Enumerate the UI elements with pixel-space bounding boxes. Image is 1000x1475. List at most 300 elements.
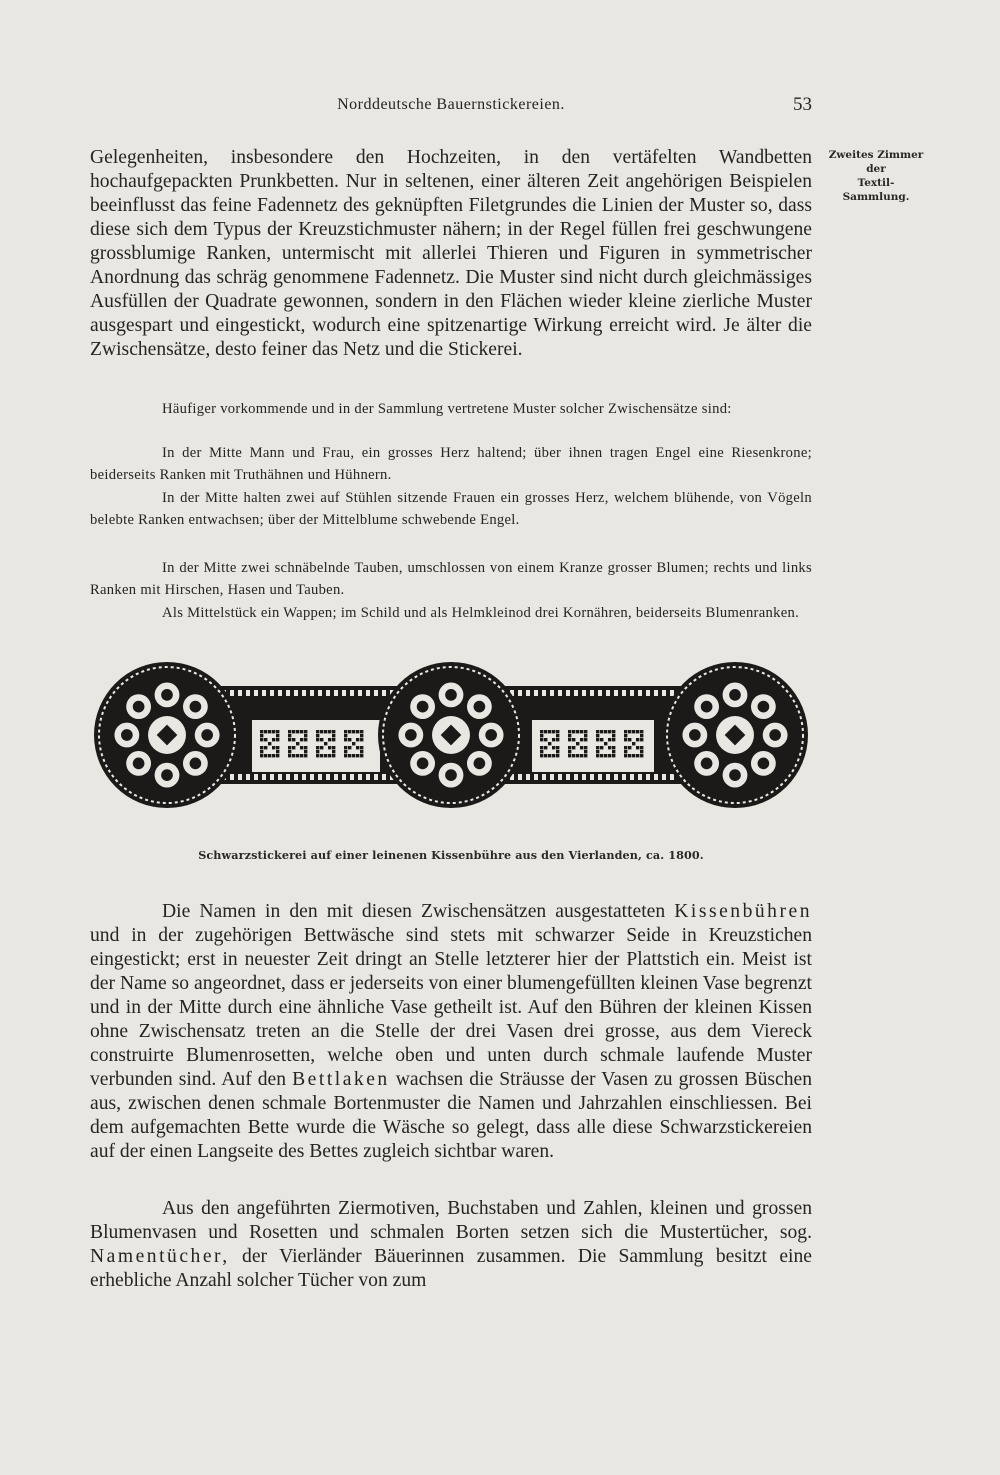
cross-stitch: [324, 730, 327, 733]
cross-stitch: [360, 754, 363, 757]
border-stitch: [662, 690, 666, 696]
paragraph-intro: Gelegenheiten, insbesondere den Hochzeiten, in den vertäfelten Wandbetten hochaufgepackten Prunkbetten. Nur in seltenen, einer älteren Zeit angehörigen Beispielen beeinflusst das feine Fadennetz des geknüpften Filetgrundes die Linien der Muster so, dass diese sich dem Typus der Kreuzstichmuster nähern; in der Regel füllen frei geschwungene grossblumige Ranken, untermischt mit allerlei Thieren und Figuren in symmetrischer Anordnung das schräg genommene Fadennetz. Die Muster sind nicht durch gleichmässiges Ausfüllen der Quadrate gewonnen, sondern in den Flächen wieder kleine zierliche Muster ausgespart und eingestickt, wodurch eine spitzenartige Wirkung erreicht wird. Je älter die Zwischensätze, desto feiner das Netz und die Stickerei.: [90, 147, 812, 360]
border-stitch: [310, 690, 314, 696]
cross-stitch: [356, 746, 359, 749]
border-stitch: [526, 774, 530, 780]
cross-stitch: [624, 730, 627, 733]
cross-stitch: [320, 738, 323, 741]
border-stitch: [334, 690, 338, 696]
cross-stitch: [568, 730, 571, 733]
cross-stitch: [344, 746, 347, 749]
running-title: Norddeutsche Bauernstickereien.: [337, 96, 565, 113]
border-stitch: [518, 690, 522, 696]
cross-stitch: [640, 738, 643, 741]
cross-stitch: [576, 754, 579, 757]
cross-stitch: [328, 754, 331, 757]
cross-stitch: [584, 734, 587, 737]
cross-stitch: [544, 754, 547, 757]
border-stitch: [270, 690, 274, 696]
cross-stitch: [604, 754, 607, 757]
border-stitch: [350, 774, 354, 780]
cross-stitch: [344, 730, 347, 733]
cross-stitch: [320, 746, 323, 749]
cross-stitch: [344, 750, 347, 753]
border-stitch: [550, 690, 554, 696]
figure-caption: Schwarzstickerei auf einer leinenen Kissenbühre aus den Vierlanden, ca. 1800.: [198, 848, 704, 862]
cross-stitch: [572, 754, 575, 757]
cross-stitch: [304, 738, 307, 741]
cross-stitch: [304, 730, 307, 733]
border-stitch: [318, 774, 322, 780]
paragraph-text: der Vierländer Bäuerinnen zusammen. Die Sammlung besitzt eine erhebliche Anzahl solcher Tücher von zum: [90, 1246, 812, 1291]
cross-stitch: [272, 746, 275, 749]
rosette-flower-center: [133, 758, 145, 770]
cross-stitch: [584, 750, 587, 753]
cross-stitch: [552, 730, 555, 733]
emphasis-term: Namentücher,: [90, 1246, 230, 1267]
pattern-item: In der Mitte zwei schnäbelnde Tauben, umschlossen von einem Kranze grosser Blumen; rechts und links Ranken mit Hirschen, Hasen und Tauben.: [90, 560, 812, 598]
cross-stitch: [356, 754, 359, 757]
cross-stitch: [612, 730, 615, 733]
cross-stitch: [640, 746, 643, 749]
cross-stitch: [600, 746, 603, 749]
cross-stitch: [612, 734, 615, 737]
cross-stitch: [624, 750, 627, 753]
border-stitch: [542, 774, 546, 780]
cross-stitch: [640, 750, 643, 753]
cross-stitch: [304, 754, 307, 757]
rosette-flower-center: [161, 689, 173, 701]
rosette-flower-center: [758, 758, 770, 770]
border-stitch: [542, 690, 546, 696]
margin-note-line: Zweites Zimmer: [828, 149, 924, 161]
cross-stitch: [260, 734, 263, 737]
cross-stitch: [624, 754, 627, 757]
cross-stitch: [596, 750, 599, 753]
letter-panel: [532, 720, 654, 772]
cross-stitch: [600, 754, 603, 757]
border-stitch: [574, 690, 578, 696]
rosette-flower-center: [445, 689, 457, 701]
border-stitch: [238, 690, 242, 696]
border-stitch: [558, 690, 562, 696]
cross-stitch: [636, 738, 639, 741]
cross-stitch: [568, 734, 571, 737]
cross-stitch: [584, 730, 587, 733]
cross-stitch: [576, 730, 579, 733]
rosette-flower-center: [190, 701, 202, 713]
cross-stitch: [548, 754, 551, 757]
running-head: [90, 96, 812, 122]
border-stitch: [534, 690, 538, 696]
rosette-flower-center: [689, 729, 701, 741]
border-stitch: [382, 690, 386, 696]
embroidery-illustration: [92, 660, 810, 810]
embroidery-figure: [92, 660, 810, 810]
cross-stitch: [556, 730, 559, 733]
border-stitch: [374, 690, 378, 696]
border-stitch: [606, 774, 610, 780]
cross-stitch: [608, 754, 611, 757]
border-stitch: [326, 774, 330, 780]
border-stitch: [302, 690, 306, 696]
cross-stitch: [260, 738, 263, 741]
cross-stitch: [276, 750, 279, 753]
border-stitch: [638, 774, 642, 780]
cross-stitch: [300, 730, 303, 733]
cross-stitch: [344, 738, 347, 741]
cross-stitch: [288, 730, 291, 733]
cross-stitch: [632, 742, 635, 745]
border-stitch: [558, 774, 562, 780]
cross-stitch: [572, 730, 575, 733]
cross-stitch: [288, 746, 291, 749]
border-stitch: [366, 690, 370, 696]
cross-stitch: [268, 754, 271, 757]
border-stitch: [334, 774, 338, 780]
cross-stitch: [632, 754, 635, 757]
border-stitch: [230, 774, 234, 780]
cross-stitch: [352, 754, 355, 757]
cross-stitch: [292, 746, 295, 749]
cross-stitch: [596, 730, 599, 733]
cross-stitch: [292, 738, 295, 741]
border-stitch: [670, 774, 674, 780]
cross-stitch: [600, 730, 603, 733]
border-stitch: [310, 774, 314, 780]
rosette-flower-center: [161, 769, 173, 781]
cross-stitch: [360, 738, 363, 741]
cross-stitch: [628, 738, 631, 741]
cross-stitch: [324, 754, 327, 757]
rosette-flower-center: [190, 758, 202, 770]
border-stitch: [254, 690, 258, 696]
border-stitch: [318, 690, 322, 696]
cross-stitch: [300, 738, 303, 741]
border-stitch: [646, 690, 650, 696]
cross-stitch: [276, 754, 279, 757]
cross-stitch: [552, 746, 555, 749]
cross-stitch: [556, 750, 559, 753]
cross-stitch: [360, 730, 363, 733]
cross-stitch: [288, 734, 291, 737]
cross-stitch: [596, 754, 599, 757]
border-stitch: [302, 774, 306, 780]
cross-stitch: [640, 734, 643, 737]
pattern-item: In der Mitte halten zwei auf Stühlen sitzende Frauen ein grosses Herz, welchem blühende, von Vögeln belebte Ranken entwachsen; über der Mittelblume schwebende Engel.: [90, 490, 812, 528]
paragraph-names: [90, 900, 812, 1164]
cross-stitch: [352, 742, 355, 745]
cross-stitch: [608, 738, 611, 741]
cross-stitch: [316, 734, 319, 737]
cross-stitch: [600, 738, 603, 741]
rosette-flower-center: [729, 689, 741, 701]
cross-stitch: [556, 734, 559, 737]
margin-note-line: Sammlung.: [842, 191, 910, 203]
rosette-flower-center: [201, 729, 213, 741]
cross-stitch: [276, 746, 279, 749]
cross-stitch: [260, 746, 263, 749]
cross-stitch: [584, 738, 587, 741]
cross-stitch: [260, 750, 263, 753]
border-stitch: [598, 774, 602, 780]
border-stitch: [670, 690, 674, 696]
border-stitch: [246, 690, 250, 696]
border-stitch: [566, 690, 570, 696]
border-stitch: [590, 774, 594, 780]
margin-note-line: Textil-: [857, 177, 895, 189]
cross-stitch: [548, 730, 551, 733]
border-stitch: [262, 774, 266, 780]
cross-stitch: [624, 738, 627, 741]
pattern-list-intro: Häufiger vorkommende und in der Sammlung vertretene Muster solcher Zwischensätze sind:: [162, 401, 732, 417]
rosette-flower-center: [729, 769, 741, 781]
cross-stitch: [612, 738, 615, 741]
cross-stitch: [612, 746, 615, 749]
cross-stitch: [352, 730, 355, 733]
cross-stitch: [332, 746, 335, 749]
cross-stitch: [580, 754, 583, 757]
border-stitch: [622, 690, 626, 696]
cross-stitch: [296, 742, 299, 745]
cross-stitch: [320, 730, 323, 733]
border-stitch: [238, 774, 242, 780]
cross-stitch: [544, 738, 547, 741]
border-stitch: [342, 690, 346, 696]
cross-stitch: [316, 730, 319, 733]
cross-stitch: [556, 754, 559, 757]
cross-stitch: [636, 754, 639, 757]
border-stitch: [350, 690, 354, 696]
rosette-flower-center: [701, 758, 713, 770]
border-stitch: [662, 774, 666, 780]
border-stitch: [374, 774, 378, 780]
cross-stitch: [260, 754, 263, 757]
rosette-flower-center: [133, 701, 145, 713]
rosette-flower-center: [474, 758, 486, 770]
cross-stitch: [344, 754, 347, 757]
cross-stitch: [624, 746, 627, 749]
cross-stitch: [608, 730, 611, 733]
border-stitch: [294, 690, 298, 696]
rosette-flower-center: [417, 758, 429, 770]
cross-stitch: [556, 738, 559, 741]
cross-stitch: [604, 742, 607, 745]
paragraph-samplers: [90, 1197, 812, 1293]
cross-stitch: [640, 730, 643, 733]
cross-stitch: [304, 750, 307, 753]
cross-stitch: [344, 734, 347, 737]
cross-stitch: [272, 754, 275, 757]
cross-stitch: [316, 754, 319, 757]
rosette-flower-center: [769, 729, 781, 741]
emphasis-term: Bettlaken: [292, 1069, 390, 1090]
paragraph-text: und in der zugehörigen Bettwäsche sind stets mit schwarzer Seide in Kreuzstichen eingestickt; erst in neuester Zeit dringt an Stelle letzterer hier der Plattstich ein. Meist ist der Name so angeordnet, dass er jederseits von einer blumengefüllten kleinen Vase begrenzt und in der Mitte durch eine ähnliche Vase getheilt ist. Auf den Bühren der kleinen Kissen ohne Zwischensatz treten an die Stelle der drei Vasen drei grosse, aus dem Viereck construirte Blumenrosetten, welche oben und unten durch schmale laufende Muster verbunden sind. Auf den: [90, 925, 812, 1090]
cross-stitch: [628, 730, 631, 733]
cross-stitch: [332, 734, 335, 737]
cross-stitch: [348, 738, 351, 741]
rosette-flower-center: [758, 701, 770, 713]
cross-stitch: [632, 730, 635, 733]
page-number: 53: [793, 94, 812, 115]
border-stitch: [342, 774, 346, 780]
cross-stitch: [324, 742, 327, 745]
cross-stitch: [580, 730, 583, 733]
rosette-flower-center: [417, 701, 429, 713]
rosette-flower-center: [485, 729, 497, 741]
border-stitch: [574, 774, 578, 780]
cross-stitch: [304, 746, 307, 749]
border-stitch: [262, 690, 266, 696]
cross-stitch: [332, 754, 335, 757]
border-stitch: [614, 690, 618, 696]
cross-stitch: [276, 734, 279, 737]
cross-stitch: [360, 750, 363, 753]
border-stitch: [646, 774, 650, 780]
margin-note-line: der: [866, 163, 886, 175]
border-stitch: [582, 774, 586, 780]
cross-stitch: [356, 738, 359, 741]
cross-stitch: [348, 754, 351, 757]
rosette-flower-center: [445, 769, 457, 781]
cross-stitch: [264, 738, 267, 741]
cross-stitch: [292, 754, 295, 757]
cross-stitch: [272, 730, 275, 733]
cross-stitch: [264, 754, 267, 757]
cross-stitch: [320, 754, 323, 757]
pattern-item: In der Mitte Mann und Frau, ein grosses Herz haltend; über ihnen tragen Engel eine Riesenkrone; beiderseits Ranken mit Truthähnen und Hühnern.: [90, 445, 812, 483]
border-stitch: [598, 690, 602, 696]
border-stitch: [358, 774, 362, 780]
cross-stitch: [624, 734, 627, 737]
border-stitch: [606, 690, 610, 696]
cross-stitch: [272, 738, 275, 741]
border-stitch: [582, 690, 586, 696]
cross-stitch: [296, 754, 299, 757]
cross-stitch: [276, 730, 279, 733]
cross-stitch: [316, 750, 319, 753]
cross-stitch: [264, 730, 267, 733]
cross-stitch: [332, 730, 335, 733]
cross-stitch: [292, 730, 295, 733]
cross-stitch: [268, 730, 271, 733]
border-stitch: [278, 690, 282, 696]
cross-stitch: [328, 746, 331, 749]
border-stitch: [518, 774, 522, 780]
border-stitch: [254, 774, 258, 780]
cross-stitch: [348, 746, 351, 749]
cross-stitch: [544, 730, 547, 733]
cross-stitch: [608, 746, 611, 749]
border-stitch: [526, 690, 530, 696]
border-stitch: [230, 690, 234, 696]
cross-stitch: [568, 738, 571, 741]
border-stitch: [278, 774, 282, 780]
cross-stitch: [584, 746, 587, 749]
cross-stitch: [628, 746, 631, 749]
paragraph-text: Die Namen in den mit diesen Zwischensätzen ausgestatteten: [162, 901, 666, 922]
cross-stitch: [360, 734, 363, 737]
border-stitch: [294, 774, 298, 780]
rosette-flower-center: [474, 701, 486, 713]
cross-stitch: [584, 754, 587, 757]
border-stitch: [366, 774, 370, 780]
rosette-flower-center: [701, 701, 713, 713]
cross-stitch: [356, 730, 359, 733]
paragraph-text: wachsen die Sträusse der Vasen zu grossen Büschen aus, zwischen denen schmale Bortenmuster die Namen und Jahrzahlen einschliessen. Bei dem aufgemachten Bette wurde die Wäsche so gelegt, dass alle diese Schwarzstickereien auf der einen Langseite des Bettes zugleich sichtbar waren.: [90, 1069, 812, 1162]
cross-stitch: [540, 750, 543, 753]
cross-stitch: [568, 746, 571, 749]
cross-stitch: [268, 742, 271, 745]
cross-stitch: [328, 738, 331, 741]
cross-stitch: [288, 738, 291, 741]
cross-stitch: [568, 754, 571, 757]
cross-stitch: [568, 750, 571, 753]
cross-stitch: [300, 754, 303, 757]
cross-stitch: [360, 746, 363, 749]
cross-stitch: [540, 754, 543, 757]
cross-stitch: [328, 730, 331, 733]
cross-stitch: [548, 742, 551, 745]
cross-stitch: [612, 750, 615, 753]
cross-stitch: [628, 754, 631, 757]
cross-stitch: [572, 738, 575, 741]
cross-stitch: [276, 738, 279, 741]
cross-stitch: [552, 754, 555, 757]
border-stitch: [270, 774, 274, 780]
border-stitch: [614, 774, 618, 780]
border-stitch: [622, 774, 626, 780]
border-stitch: [630, 690, 634, 696]
cross-stitch: [636, 730, 639, 733]
border-stitch: [654, 774, 658, 780]
cross-stitch: [544, 746, 547, 749]
cross-stitch: [316, 746, 319, 749]
cross-stitch: [556, 746, 559, 749]
cross-stitch: [580, 738, 583, 741]
cross-stitch: [304, 734, 307, 737]
cross-stitch: [332, 750, 335, 753]
cross-stitch: [540, 746, 543, 749]
cross-stitch: [288, 754, 291, 757]
border-stitch: [534, 774, 538, 780]
cross-stitch: [316, 738, 319, 741]
margin-note: [816, 148, 936, 204]
border-stitch: [358, 690, 362, 696]
border-stitch: [286, 774, 290, 780]
cross-stitch: [552, 738, 555, 741]
emphasis-term: Kissenbühren: [674, 901, 812, 922]
border-stitch: [246, 774, 250, 780]
cross-stitch: [604, 730, 607, 733]
cross-stitch: [348, 730, 351, 733]
cross-stitch: [332, 738, 335, 741]
cross-stitch: [260, 730, 263, 733]
cross-stitch: [640, 754, 643, 757]
border-stitch: [630, 774, 634, 780]
border-stitch: [382, 774, 386, 780]
cross-stitch: [612, 754, 615, 757]
cross-stitch: [288, 750, 291, 753]
rosette-flower-center: [121, 729, 133, 741]
cross-stitch: [572, 746, 575, 749]
cross-stitch: [636, 746, 639, 749]
border-stitch: [286, 690, 290, 696]
paragraph-text: Aus den angeführten Ziermotiven, Buchstaben und Zahlen, kleinen und grossen Blumenvasen und Rosetten und schmalen Borten setzen sich die Mustertücher, sog.: [90, 1198, 812, 1243]
cross-stitch: [580, 746, 583, 749]
cross-stitch: [296, 730, 299, 733]
cross-stitch: [264, 746, 267, 749]
